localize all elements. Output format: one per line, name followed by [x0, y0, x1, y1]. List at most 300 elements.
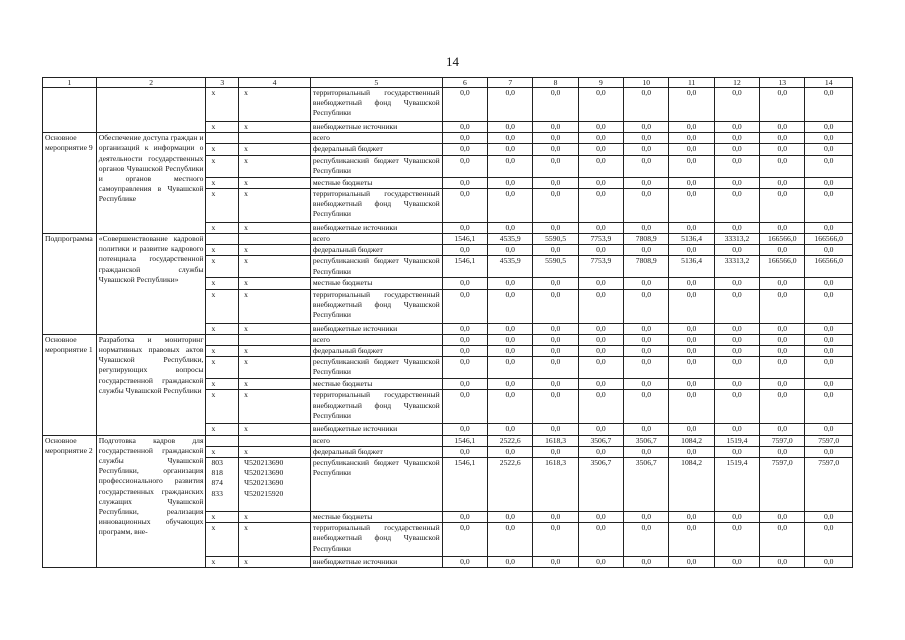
year-value-cell: 0,0 [533, 122, 578, 133]
col-number: 8 [533, 78, 578, 88]
year-value-cell: 0,0 [805, 523, 853, 557]
year-value-cell: 0,0 [624, 379, 669, 390]
year-value-cell: 0,0 [760, 346, 805, 357]
year-value-cell: 0,0 [624, 88, 669, 122]
year-value-cell: 0,0 [714, 424, 759, 435]
year-value-cell: 0,0 [442, 557, 487, 568]
year-value-cell: 0,0 [442, 133, 487, 144]
program-name-cell: Подготовка кадров для государственной гражданской службы Чувашской Республики, организация профессионального развития государственных гражданских служащих Чувашской Республики, реализация инновационных обучающих программ, вне- [96, 435, 206, 568]
year-value-cell: 0,0 [805, 278, 853, 289]
year-value-cell: 0,0 [533, 88, 578, 122]
year-value-cell: 0,0 [760, 144, 805, 155]
year-value-cell: 0,0 [760, 177, 805, 188]
year-value-cell: 0,0 [533, 346, 578, 357]
year-value-cell: 0,0 [488, 278, 533, 289]
year-value-cell: 0,0 [760, 88, 805, 122]
year-value-cell: 0,0 [533, 144, 578, 155]
year-value-cell: 0,0 [578, 323, 623, 334]
year-value-cell: 0,0 [488, 188, 533, 222]
year-value-cell: 0,0 [488, 155, 533, 177]
year-value-cell: 0,0 [578, 188, 623, 222]
year-value-cell: 0,0 [669, 245, 714, 256]
year-value-cell: 0,0 [533, 323, 578, 334]
year-value-cell: 0,0 [578, 379, 623, 390]
year-value-cell: 3506,7 [624, 458, 669, 512]
year-value-cell: 0,0 [714, 144, 759, 155]
year-value-cell: 0,0 [624, 245, 669, 256]
col-number: 6 [442, 78, 487, 88]
year-value-cell: 0,0 [714, 188, 759, 222]
year-value-cell: 0,0 [442, 390, 487, 424]
year-value-cell: 0,0 [714, 289, 759, 323]
year-value-cell: 0,0 [488, 122, 533, 133]
year-value-cell: 0,0 [805, 222, 853, 233]
year-value-cell: 0,0 [578, 133, 623, 144]
year-value-cell: 0,0 [669, 379, 714, 390]
year-value-cell: 0,0 [805, 188, 853, 222]
year-value-cell: 166566,0 [805, 234, 853, 245]
status-cell: Основное мероприятие 1 [43, 334, 97, 435]
funding-source-cell: местные бюджеты [310, 512, 442, 523]
year-value-cell: 0,0 [578, 446, 623, 457]
year-value-cell: 0,0 [760, 122, 805, 133]
page-number: 14 [446, 54, 459, 69]
year-value-cell: 0,0 [624, 289, 669, 323]
year-value-cell: 0,0 [805, 512, 853, 523]
year-value-cell: 0,0 [533, 245, 578, 256]
grbs-code-cell: x [206, 357, 239, 379]
year-value-cell: 7753,9 [578, 256, 623, 278]
year-value-cell: 0,0 [805, 390, 853, 424]
year-value-cell: 0,0 [624, 424, 669, 435]
grbs-code-cell [206, 435, 239, 446]
table-row [43, 133, 853, 144]
year-value-cell: 0,0 [760, 323, 805, 334]
year-value-cell: 5136,4 [669, 234, 714, 245]
year-value-cell: 0,0 [624, 357, 669, 379]
column-number-row [43, 78, 853, 88]
funding-source-cell: территориальный государственный внебюджетный фонд Чувашской Республики [310, 390, 442, 424]
year-value-cell: 0,0 [442, 379, 487, 390]
grbs-code-cell: x [206, 155, 239, 177]
year-value-cell: 4535,9 [488, 256, 533, 278]
table-row [43, 435, 853, 446]
year-value-cell: 0,0 [669, 289, 714, 323]
grbs-code-cell: x [206, 523, 239, 557]
program-name-cell: «Совершенствование кадровой политики и развитие кадрового потенциала государственной гражданской службы Чувашской Республики» [96, 234, 206, 335]
year-value-cell: 0,0 [533, 155, 578, 177]
year-value-cell: 0,0 [669, 557, 714, 568]
target-article-cell: x [239, 245, 311, 256]
year-value-cell: 0,0 [760, 424, 805, 435]
year-value-cell: 0,0 [669, 122, 714, 133]
year-value-cell: 0,0 [578, 390, 623, 424]
year-value-cell: 166566,0 [760, 234, 805, 245]
year-value-cell: 0,0 [442, 88, 487, 122]
year-value-cell: 0,0 [533, 390, 578, 424]
year-value-cell: 0,0 [578, 155, 623, 177]
funding-source-cell: федеральный бюджет [310, 446, 442, 457]
year-value-cell: 0,0 [488, 557, 533, 568]
year-value-cell: 0,0 [714, 346, 759, 357]
year-value-cell: 7808,9 [624, 234, 669, 245]
grbs-code-cell: x [206, 379, 239, 390]
funding-source-cell: федеральный бюджет [310, 346, 442, 357]
year-value-cell: 1084,2 [669, 458, 714, 512]
target-article-cell: x [239, 346, 311, 357]
year-value-cell: 0,0 [714, 222, 759, 233]
year-value-cell: 0,0 [488, 88, 533, 122]
status-cell [43, 88, 97, 133]
year-value-cell: 2522,6 [488, 458, 533, 512]
grbs-code-cell: x [206, 446, 239, 457]
year-value-cell: 1546,1 [442, 234, 487, 245]
year-value-cell: 0,0 [578, 278, 623, 289]
year-value-cell: 1084,2 [669, 435, 714, 446]
year-value-cell: 0,0 [533, 177, 578, 188]
year-value-cell: 0,0 [669, 424, 714, 435]
year-value-cell: 0,0 [760, 379, 805, 390]
year-value-cell: 0,0 [533, 188, 578, 222]
grbs-code-cell [206, 334, 239, 345]
year-value-cell: 0,0 [760, 222, 805, 233]
program-name-cell: Разработка и мониторинг нормативных правовых актов Чувашской Республики, регулирующих вопросы государственной гражданской службы Чувашской Республики [96, 334, 206, 435]
year-value-cell: 0,0 [533, 446, 578, 457]
year-value-cell: 0,0 [488, 357, 533, 379]
target-article-cell: Ч520213690 Ч520213690 Ч520213690 Ч520215920 [239, 458, 311, 512]
year-value-cell: 1546,1 [442, 256, 487, 278]
year-value-cell: 0,0 [578, 245, 623, 256]
year-value-cell: 0,0 [624, 133, 669, 144]
col-number: 12 [714, 78, 759, 88]
year-value-cell: 0,0 [714, 88, 759, 122]
year-value-cell: 0,0 [578, 357, 623, 379]
year-value-cell: 1618,3 [533, 435, 578, 446]
year-value-cell: 0,0 [624, 346, 669, 357]
year-value-cell: 0,0 [714, 512, 759, 523]
funding-source-cell: республиканский бюджет Чувашской Республики [310, 155, 442, 177]
year-value-cell: 0,0 [488, 323, 533, 334]
year-value-cell: 0,0 [533, 289, 578, 323]
year-value-cell: 0,0 [488, 177, 533, 188]
year-value-cell: 0,0 [578, 144, 623, 155]
year-value-cell: 5136,4 [669, 256, 714, 278]
year-value-cell: 0,0 [578, 512, 623, 523]
year-value-cell: 2522,6 [488, 435, 533, 446]
year-value-cell: 0,0 [533, 133, 578, 144]
year-value-cell: 0,0 [714, 155, 759, 177]
year-value-cell: 0,0 [669, 188, 714, 222]
target-article-cell: x [239, 390, 311, 424]
target-article-cell: x [239, 188, 311, 222]
year-value-cell: 0,0 [533, 222, 578, 233]
funding-source-cell: внебюджетные источники [310, 122, 442, 133]
target-article-cell: x [239, 155, 311, 177]
funding-source-cell: республиканский бюджет Чувашской Республики [310, 458, 442, 512]
year-value-cell: 0,0 [533, 379, 578, 390]
target-article-cell: x [239, 379, 311, 390]
funding-source-cell: федеральный бюджет [310, 144, 442, 155]
year-value-cell: 0,0 [442, 446, 487, 457]
year-value-cell: 0,0 [760, 133, 805, 144]
year-value-cell: 0,0 [533, 424, 578, 435]
year-value-cell: 0,0 [669, 278, 714, 289]
funding-source-cell: местные бюджеты [310, 379, 442, 390]
year-value-cell: 0,0 [760, 523, 805, 557]
year-value-cell: 0,0 [624, 334, 669, 345]
funding-source-cell: республиканский бюджет Чувашской Республики [310, 256, 442, 278]
grbs-code-cell: x [206, 122, 239, 133]
year-value-cell: 1618,3 [533, 458, 578, 512]
year-value-cell: 1546,1 [442, 458, 487, 512]
year-value-cell: 0,0 [488, 346, 533, 357]
year-value-cell: 0,0 [533, 512, 578, 523]
year-value-cell: 0,0 [805, 177, 853, 188]
year-value-cell: 3506,7 [624, 435, 669, 446]
year-value-cell: 0,0 [578, 177, 623, 188]
target-article-cell: x [239, 557, 311, 568]
target-article-cell: x [239, 177, 311, 188]
year-value-cell: 1519,4 [714, 458, 759, 512]
year-value-cell: 4535,9 [488, 234, 533, 245]
col-number: 10 [624, 78, 669, 88]
year-value-cell: 0,0 [805, 379, 853, 390]
year-value-cell: 0,0 [442, 357, 487, 379]
year-value-cell: 0,0 [714, 390, 759, 424]
year-value-cell: 166566,0 [760, 256, 805, 278]
col-number: 3 [206, 78, 239, 88]
year-value-cell: 0,0 [760, 446, 805, 457]
grbs-code-cell: x [206, 289, 239, 323]
year-value-cell: 0,0 [714, 334, 759, 345]
funding-source-cell: всего [310, 234, 442, 245]
year-value-cell: 7597,0 [805, 435, 853, 446]
year-value-cell: 0,0 [578, 222, 623, 233]
table-body [43, 88, 853, 568]
year-value-cell: 0,0 [488, 523, 533, 557]
year-value-cell: 0,0 [669, 88, 714, 122]
funding-source-cell: внебюджетные источники [310, 222, 442, 233]
target-article-cell [239, 234, 311, 245]
year-value-cell: 0,0 [533, 357, 578, 379]
funding-source-cell: всего [310, 133, 442, 144]
year-value-cell: 0,0 [669, 346, 714, 357]
year-value-cell: 0,0 [442, 177, 487, 188]
target-article-cell: x [239, 323, 311, 334]
year-value-cell: 0,0 [533, 523, 578, 557]
target-article-cell: x [239, 512, 311, 523]
year-value-cell: 0,0 [760, 390, 805, 424]
col-number: 2 [96, 78, 206, 88]
year-value-cell: 0,0 [442, 289, 487, 323]
year-value-cell: 0,0 [533, 278, 578, 289]
year-value-cell: 5590,5 [533, 234, 578, 245]
grbs-code-cell: x [206, 512, 239, 523]
funding-source-cell: республиканский бюджет Чувашской Республики [310, 357, 442, 379]
col-number: 13 [760, 78, 805, 88]
funding-source-cell: внебюджетные источники [310, 424, 442, 435]
year-value-cell: 0,0 [714, 379, 759, 390]
funding-source-cell: федеральный бюджет [310, 245, 442, 256]
year-value-cell: 0,0 [669, 512, 714, 523]
status-cell: Подпрограмма [43, 234, 97, 335]
target-article-cell: x [239, 424, 311, 435]
year-value-cell: 0,0 [488, 245, 533, 256]
year-value-cell: 0,0 [669, 390, 714, 424]
year-value-cell: 0,0 [669, 177, 714, 188]
year-value-cell: 0,0 [714, 357, 759, 379]
year-value-cell: 0,0 [714, 133, 759, 144]
year-value-cell: 33313,2 [714, 256, 759, 278]
year-value-cell: 0,0 [805, 557, 853, 568]
year-value-cell: 0,0 [805, 245, 853, 256]
year-value-cell: 1546,1 [442, 435, 487, 446]
year-value-cell: 0,0 [488, 133, 533, 144]
year-value-cell: 7753,9 [578, 234, 623, 245]
grbs-code-cell: x [206, 323, 239, 334]
funding-source-cell: местные бюджеты [310, 177, 442, 188]
year-value-cell: 0,0 [624, 222, 669, 233]
year-value-cell: 0,0 [442, 424, 487, 435]
year-value-cell: 0,0 [578, 424, 623, 435]
year-value-cell: 0,0 [714, 245, 759, 256]
year-value-cell: 0,0 [533, 334, 578, 345]
year-value-cell: 0,0 [760, 278, 805, 289]
col-number: 14 [805, 78, 853, 88]
grbs-code-cell: x [206, 278, 239, 289]
grbs-code-cell: x [206, 557, 239, 568]
year-value-cell: 0,0 [760, 155, 805, 177]
year-value-cell: 0,0 [805, 144, 853, 155]
funding-source-cell: всего [310, 435, 442, 446]
table-row [43, 234, 853, 245]
target-article-cell [239, 334, 311, 345]
target-article-cell: x [239, 122, 311, 133]
year-value-cell: 33313,2 [714, 234, 759, 245]
target-article-cell [239, 435, 311, 446]
year-value-cell: 0,0 [669, 446, 714, 457]
year-value-cell: 0,0 [669, 523, 714, 557]
funding-source-cell: всего [310, 334, 442, 345]
year-value-cell: 0,0 [805, 88, 853, 122]
target-article-cell: x [239, 144, 311, 155]
status-cell: Основное мероприятие 9 [43, 133, 97, 234]
program-name-cell [96, 88, 206, 133]
funding-source-cell: территориальный государственный внебюджетный фонд Чувашской Республики [310, 289, 442, 323]
target-article-cell [239, 133, 311, 144]
funding-source-cell: местные бюджеты [310, 278, 442, 289]
program-name-cell: Обеспечение доступа граждан и организаций к информации о деятельности государственных органов Чувашской Республики и органов местного самоуправления в Чувашской Республике [96, 133, 206, 234]
funding-source-cell: территориальный государственный внебюджетный фонд Чувашской Республики [310, 523, 442, 557]
year-value-cell: 0,0 [669, 155, 714, 177]
target-article-cell: x [239, 523, 311, 557]
col-number: 7 [488, 78, 533, 88]
year-value-cell: 0,0 [624, 523, 669, 557]
year-value-cell: 0,0 [624, 323, 669, 334]
year-value-cell: 0,0 [714, 177, 759, 188]
col-number: 4 [239, 78, 311, 88]
year-value-cell: 0,0 [805, 446, 853, 457]
grbs-code-cell [206, 234, 239, 245]
year-value-cell: 0,0 [760, 557, 805, 568]
year-value-cell: 0,0 [669, 133, 714, 144]
year-value-cell: 0,0 [624, 390, 669, 424]
year-value-cell: 0,0 [624, 188, 669, 222]
table-row [43, 88, 853, 122]
year-value-cell: 0,0 [805, 122, 853, 133]
year-value-cell: 0,0 [578, 346, 623, 357]
year-value-cell: 0,0 [805, 357, 853, 379]
year-value-cell: 0,0 [714, 122, 759, 133]
target-article-cell: x [239, 88, 311, 122]
year-value-cell: 0,0 [714, 523, 759, 557]
target-article-cell: x [239, 222, 311, 233]
year-value-cell: 0,0 [488, 512, 533, 523]
year-value-cell: 0,0 [624, 122, 669, 133]
year-value-cell: 0,0 [669, 334, 714, 345]
year-value-cell: 0,0 [578, 289, 623, 323]
year-value-cell: 0,0 [442, 334, 487, 345]
year-value-cell: 3506,7 [578, 458, 623, 512]
grbs-code-cell: x [206, 222, 239, 233]
year-value-cell: 7597,0 [760, 435, 805, 446]
budget-table [42, 77, 853, 568]
target-article-cell: x [239, 446, 311, 457]
year-value-cell: 0,0 [488, 379, 533, 390]
status-cell: Основное мероприятие 2 [43, 435, 97, 568]
year-value-cell: 0,0 [488, 446, 533, 457]
col-number: 11 [669, 78, 714, 88]
year-value-cell: 0,0 [442, 222, 487, 233]
year-value-cell: 0,0 [714, 557, 759, 568]
grbs-code-cell: x [206, 188, 239, 222]
year-value-cell: 0,0 [805, 334, 853, 345]
year-value-cell: 0,0 [578, 88, 623, 122]
target-article-cell: x [239, 357, 311, 379]
target-article-cell: x [239, 256, 311, 278]
year-value-cell: 0,0 [714, 278, 759, 289]
grbs-code-cell: x [206, 245, 239, 256]
year-value-cell: 0,0 [805, 323, 853, 334]
grbs-code-cell: x [206, 144, 239, 155]
funding-source-cell: внебюджетные источники [310, 323, 442, 334]
year-value-cell: 0,0 [624, 446, 669, 457]
year-value-cell: 5590,5 [533, 256, 578, 278]
year-value-cell: 0,0 [442, 523, 487, 557]
year-value-cell: 0,0 [442, 323, 487, 334]
grbs-code-cell: 803 818 874 833 [206, 458, 239, 512]
grbs-code-cell: x [206, 390, 239, 424]
year-value-cell: 0,0 [442, 188, 487, 222]
year-value-cell: 0,0 [624, 557, 669, 568]
grbs-code-cell: x [206, 346, 239, 357]
year-value-cell: 3506,7 [578, 435, 623, 446]
col-number: 1 [43, 78, 97, 88]
year-value-cell: 0,0 [624, 155, 669, 177]
year-value-cell: 0,0 [578, 122, 623, 133]
year-value-cell: 0,0 [578, 557, 623, 568]
year-value-cell: 0,0 [488, 334, 533, 345]
year-value-cell: 7597,0 [760, 458, 805, 512]
year-value-cell: 0,0 [442, 144, 487, 155]
year-value-cell: 0,0 [488, 289, 533, 323]
year-value-cell: 7808,9 [624, 256, 669, 278]
year-value-cell: 0,0 [488, 390, 533, 424]
year-value-cell: 0,0 [714, 323, 759, 334]
year-value-cell: 0,0 [488, 424, 533, 435]
year-value-cell: 0,0 [624, 177, 669, 188]
year-value-cell: 0,0 [669, 357, 714, 379]
